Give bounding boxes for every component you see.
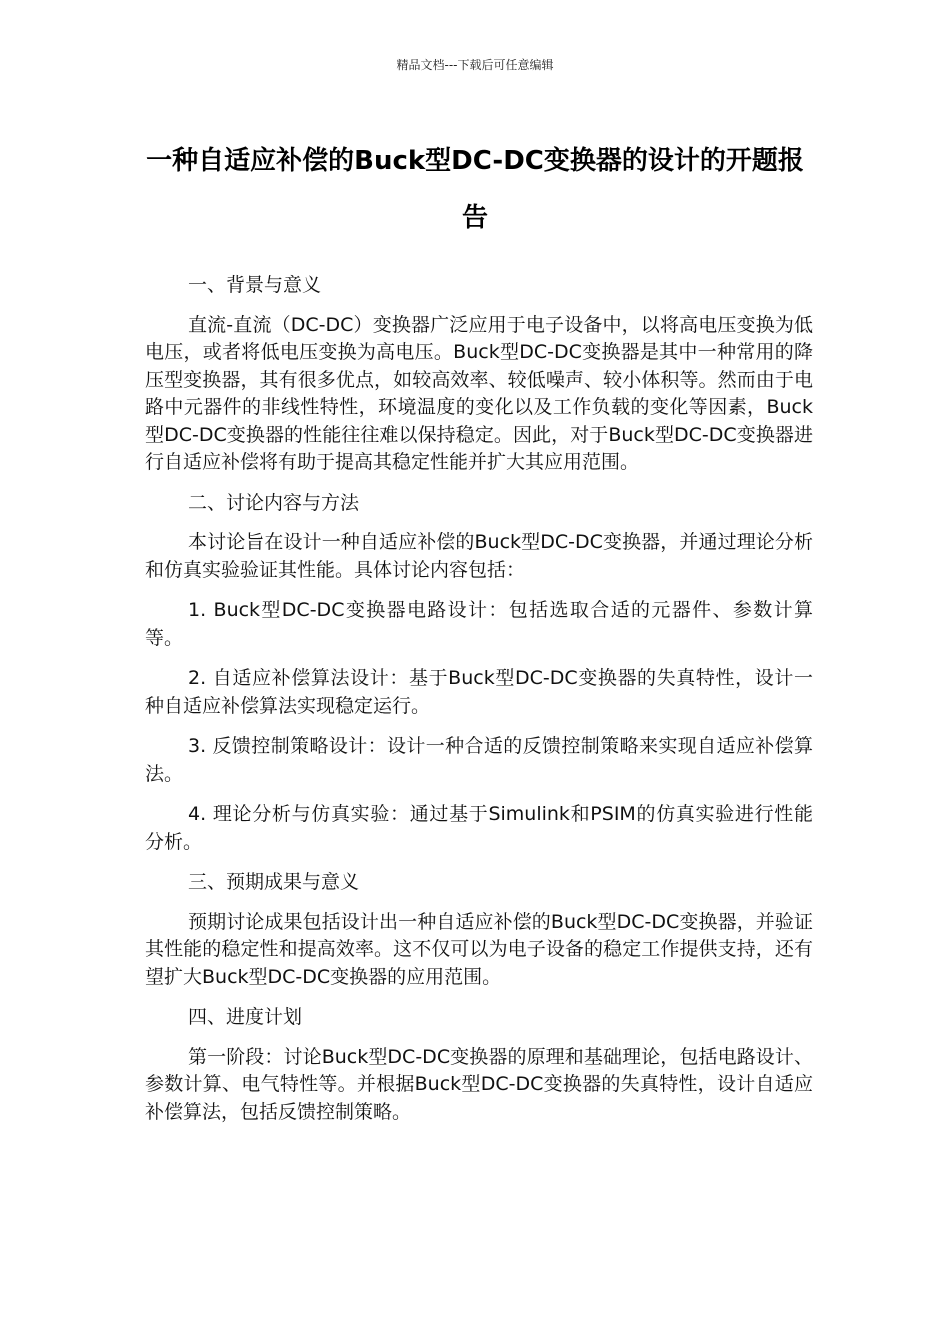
paragraph-background: 直流-直流（DC-DC）变换器广泛应用于电子设备中，以将高电压变换为低电压，或者将低电压变换为高电压。Buck型DC-DC变换器是其中一种常用的降压型变换器，其有很多优点，如较高效率、较低噪声、较小体积等。然而由于电路中元器件的非线性特性，环境温度的变化以及工作负载的变化等因素，Buck型DC-DC变换器的性能往往难以保持稳定。因此，对于Buck型DC-DC变换器进行自适应补偿将有助于提高其稳定性能并扩大其应用范围。	[145, 313, 813, 473]
document-title: 一种自适应补偿的Buck型DC-DC变换器的设计的开题报告	[146, 146, 804, 233]
paragraph-expected-results: 预期讨论成果包括设计出一种自适应补偿的Buck型DC-DC变换器，并验证其性能的稳定性和提高效率。这不仅可以为电子设备的稳定工作提供支持，还有望扩大Buck型DC-DC变换器的应用范围。	[145, 910, 813, 988]
section-heading-content-methods: 二、讨论内容与方法	[188, 491, 360, 514]
list-item-feedback-control: 3. 反馈控制策略设计：设计一种合适的反馈控制策略来实现自适应补偿算法。	[145, 735, 813, 785]
document-body	[145, 272, 813, 1139]
list-item-circuit-design: 1. Buck型DC-DC变换器电路设计：包括选取合适的元器件、参数计算等。	[145, 599, 813, 649]
list-item-simulation: 4. 理论分析与仿真实验：通过基于Simulink和PSIM的仿真实验进行性能分析。	[145, 803, 813, 853]
section-heading-background: 一、背景与意义	[188, 274, 322, 296]
list-item-compensation-algorithm: 2. 自适应补偿算法设计：基于Buck型DC-DC变换器的失真特性，设计一种自适应补偿算法实现稳定运行。	[145, 667, 813, 717]
section-heading-expected-results: 三、预期成果与意义	[188, 871, 360, 893]
paragraph-schedule-phase-one: 第一阶段：讨论Buck型DC-DC变换器的原理和基础理论，包括电路设计、参数计算、电气特性等。并根据Buck型DC-DC变换器的失真特性，设计自适应补偿算法，包括反馈控制策略。	[145, 1045, 813, 1123]
paragraph-content-intro: 本讨论旨在设计一种自适应补偿的Buck型DC-DC变换器，并通过理论分析和仿真实验验证其性能。具体讨论内容包括：	[145, 531, 813, 581]
section-heading-schedule: 四、进度计划	[188, 1006, 303, 1028]
header-note: 精品文档---下载后可任意编辑	[396, 58, 554, 72]
